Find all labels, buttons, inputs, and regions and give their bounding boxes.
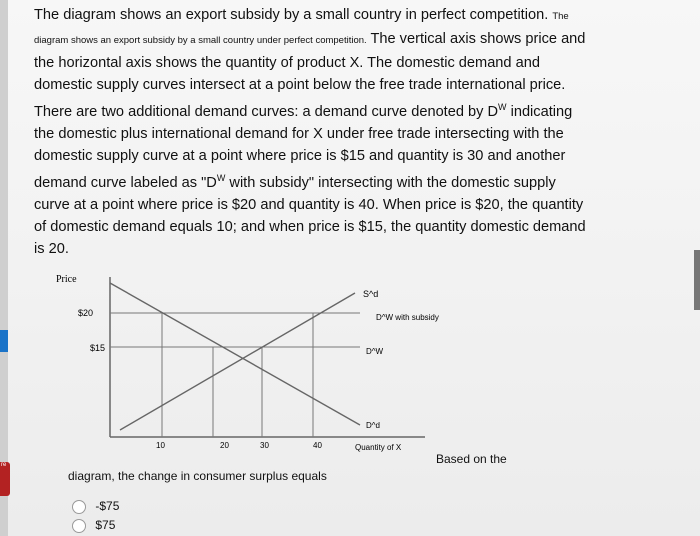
label-demand: D^d <box>366 421 380 430</box>
option-label-1: -$75 <box>95 499 120 513</box>
xtick-20: 20 <box>220 441 229 450</box>
xtick-10: 10 <box>156 441 165 450</box>
ytick-20: $20 <box>78 308 94 318</box>
option-row-1[interactable] <box>72 499 119 514</box>
ytick-15: $15 <box>90 343 106 353</box>
demand-curve <box>110 283 360 425</box>
option-radio-1[interactable] <box>72 500 86 514</box>
left-strip <box>0 0 8 536</box>
chart <box>50 265 450 465</box>
question-text: diagram, the change in consumer surplus equals <box>68 469 327 483</box>
supply-curve <box>120 293 355 430</box>
y-axis-label: Price <box>56 274 77 285</box>
problem-body-3: with subsidy" intersecting with the domestic supply curve at a point where price is $20 and quantity is 40. When price is $20, the quantity of domestic demand equals 10; and when price is $15, the quantity domestic demand is 20. <box>34 174 586 257</box>
problem-sup-1: W <box>498 102 507 112</box>
scrollbar-thumb[interactable] <box>694 250 700 310</box>
option-radio-2[interactable] <box>72 519 86 533</box>
problem-sup-2: W <box>216 172 226 183</box>
label-supply: S^d <box>363 289 379 299</box>
x-axis-label: Quantity of X <box>355 443 402 452</box>
side-tab-blue[interactable] <box>0 330 8 352</box>
side-tab-red[interactable]: re <box>0 462 10 496</box>
option-label-2: $75 <box>95 518 116 532</box>
xtick-40: 40 <box>313 441 322 450</box>
option-row-2[interactable] <box>72 518 115 533</box>
problem-text <box>34 4 594 260</box>
xtick-30: 30 <box>260 441 269 450</box>
problem-body-1: The vertical axis shows price and the horizontal axis shows the quantity of product X. The domestic demand and domestic supply curves intersect at a point below the free trade international price. There are two additional demand curves: a demand curve denoted by D <box>34 31 586 120</box>
side-text: Based on the <box>436 452 507 466</box>
label-dw-subsidy: D^W with subsidy <box>376 313 439 322</box>
problem-small-note: The diagram shows an export subsidy by a small country under perfect competition. <box>34 11 569 46</box>
problem-body-2: indicating the domestic plus international demand for X under free trade intersecting with the domestic supply curve at a point where price is $15 and quantity is 30 and another demand curve labeled as "D <box>34 103 573 191</box>
label-dw: D^W <box>366 347 384 356</box>
problem-sentence-1: The diagram shows an export subsidy by a small country in perfect competition. <box>34 7 549 23</box>
